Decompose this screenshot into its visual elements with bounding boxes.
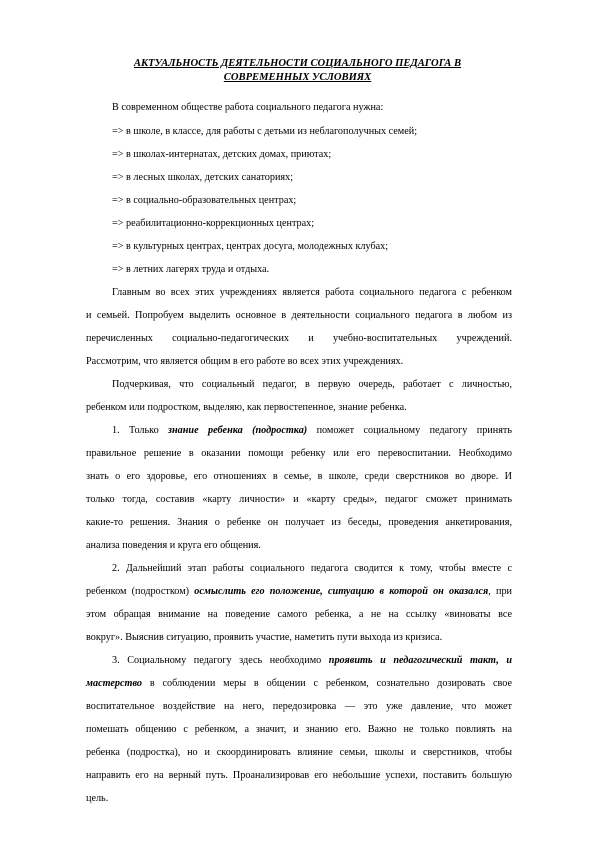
text-run: 1. Только <box>112 425 169 436</box>
paragraph-line: какие-то решения. Знания о ребенке он получает из беседы, проведения анкетирования, <box>86 517 512 528</box>
list-item: => реабилитационно-коррекционных центрах; <box>112 218 315 229</box>
paragraph-line: правильное решение в оказании помощи ребенку или его перевоспитании. Необходимо <box>86 448 512 459</box>
list-item: => в лесных школах, детских санаториях; <box>112 172 294 183</box>
emphasis-text: осмыслить его положение, ситуацию в которой он оказался <box>194 586 489 597</box>
emphasis-text: проявить и педагогический такт, и <box>328 655 513 666</box>
paragraph-line: Рассмотрим, что является общим в его работе во всех этих учреждениях. <box>86 356 404 367</box>
title-line-2: СОВРЕМЕННЫХ УСЛОВИЯХ <box>223 72 372 83</box>
paragraph-line <box>86 677 512 691</box>
text-run: , при <box>488 586 512 597</box>
text-run: ребенком (подростком) <box>86 586 195 597</box>
paragraph-line: анализа поведения и круга его общения. <box>86 540 261 551</box>
paragraph-line: Главным во всех этих учреждениях является работа социального педагога с ребенком <box>112 287 512 298</box>
list-item: => в летних лагерях труда и отдыха. <box>112 264 270 275</box>
paragraph-line <box>112 654 512 668</box>
document-title <box>110 57 485 85</box>
list-item: => в культурных центрах, центрах досуга, молодежных клубах; <box>112 241 389 252</box>
paragraph-line: воспитательное воздействие на него, передозировка — это уже давление, что может <box>86 701 512 712</box>
paragraph-line <box>86 585 512 599</box>
paragraph-line: Подчеркивая, что социальный педагог, в первую очередь, работает с личностью, <box>112 379 512 390</box>
list-item: => в школах-интернатах, детских домах, приютах; <box>112 149 332 160</box>
text-run: в соблюдении меры в общении с ребенком, сознательно дозировать свое <box>141 678 512 689</box>
emphasis-text: знание ребенка (подростка) <box>168 425 308 436</box>
paragraph-line: этом обращая внимание на поведение самого ребенка, а не на ссылку «виноваты все <box>86 609 512 620</box>
paragraph-line: 2. Дальнейший этап работы социального педагога сводится к тому, чтобы вместе с <box>112 563 512 574</box>
paragraph-line: направить его на верный путь. Проанализировав его небольшие успехи, поставить большую <box>86 770 512 781</box>
paragraph-line: знать о его здоровье, его отношениях в семье, в школе, среди сверстников во дворе. И <box>86 471 512 482</box>
intro-text: В современном обществе работа социального педагога нужна: <box>112 102 384 113</box>
paragraph-line <box>112 424 512 438</box>
paragraph-line: только тогда, составив «карту личности» и «карту среды», педагог сможет принимать <box>86 494 512 505</box>
text-run: 3. Социальному педагогу здесь необходимо <box>112 655 329 666</box>
list-item: => в школе, в классе, для работы с детьми из неблагополучных семей; <box>112 126 418 137</box>
emphasis-text: мастерство <box>86 678 142 689</box>
paragraph-line: ребенком или подростком, выделяю, как первостепенное, знание ребенка. <box>86 402 407 413</box>
paragraph-line: ребенка (подростка), но и скоординировать влияние семьи, школы и сверстников, чтобы <box>86 747 512 758</box>
paragraph-line: помешать общению с ребенком, а значит, и знанию его. Важно не только повлиять на <box>86 724 512 735</box>
text-run: поможет социальному педагогу принять <box>307 425 513 436</box>
title-line-1: АКТУАЛЬНОСТЬ ДЕЯТЕЛЬНОСТИ СОЦИАЛЬНОГО ПЕДАГОГА В <box>133 58 462 69</box>
paragraph-line: вокруг». Выяснив ситуацию, проявить участие, наметить пути выхода из кризиса. <box>86 632 443 643</box>
paragraph-line: цель. <box>86 793 109 804</box>
paragraph-line: перечисленных социально-педагогических и учебно-воспитательных учреждений. <box>86 333 512 344</box>
list-item: => в социально-образовательных центрах; <box>112 195 297 206</box>
paragraph-line: и семьей. Попробуем выделить основное в деятельности социального педагога в любом из <box>86 310 512 321</box>
